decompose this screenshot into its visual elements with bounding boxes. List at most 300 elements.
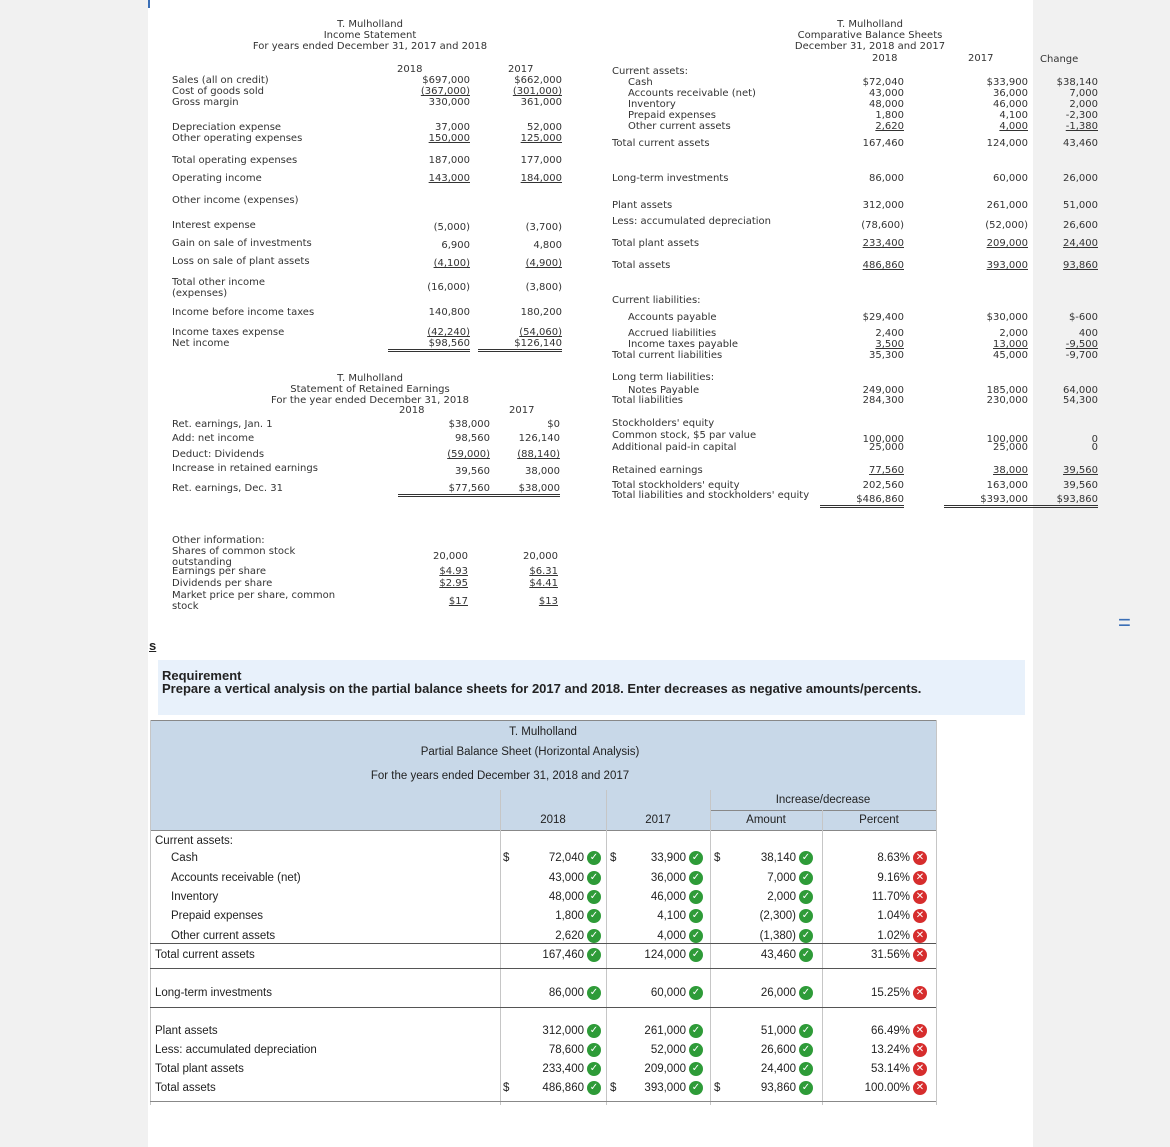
bs-row-change: $93,860: [1028, 494, 1098, 508]
bs-row-2018: 284,300: [862, 395, 904, 406]
bs-row-change: 51,000: [1063, 200, 1098, 211]
answer-amount-input[interactable]: 93,860: [760, 1082, 796, 1094]
bs-row-2017: 25,000: [993, 442, 1028, 453]
bs-row-2018: 312,000: [862, 200, 904, 211]
bs-subtitle: Comparative Balance Sheets: [797, 30, 943, 41]
bs-row-label: Plant assets: [612, 200, 673, 211]
bs-row-2018: 77,560: [869, 465, 904, 476]
is-row-2017: $126,140: [478, 338, 562, 352]
answer-2018-input[interactable]: 2,620: [555, 930, 584, 942]
bs-row-2017: 4,000: [999, 121, 1028, 132]
answer-col-percent: Percent: [859, 814, 899, 826]
answer-2017-input[interactable]: 393,000: [644, 1082, 686, 1094]
bs-row-label: Total current liabilities: [612, 350, 723, 361]
requirement-heading: Requirement: [162, 668, 242, 683]
is-row-label: Gross margin: [172, 97, 239, 108]
answer-col-amount: Amount: [746, 814, 786, 826]
bs-row-2018: 3,500: [875, 339, 904, 350]
answer-row-label: Total assets: [155, 1082, 216, 1094]
check-icon: ✓: [799, 1062, 813, 1076]
is-row-label: Total other income (expenses): [172, 277, 265, 299]
oi-row-2018: $2.95: [439, 578, 468, 589]
check-icon: ✓: [587, 1024, 601, 1038]
answer-row-label: Other current assets: [171, 930, 276, 942]
bs-row-2017: $33,900: [986, 77, 1028, 88]
answer-company: T. Mulholland: [509, 726, 577, 738]
bs-row-label: Notes Payable: [628, 385, 700, 396]
answer-percent-input[interactable]: 53.14%: [870, 1063, 910, 1075]
bs-row-label: Total liabilities: [612, 395, 683, 406]
bs-row-change: 93,860: [1063, 260, 1098, 271]
bs-row-label: Cash: [628, 77, 653, 88]
bs-row-label: Common stock, $5 par value: [612, 430, 757, 441]
bs-row-change: 54,300: [1063, 395, 1098, 406]
bs-row-label: Accrued liabilities: [628, 328, 717, 339]
bs-row-change: -1,380: [1065, 121, 1098, 132]
bs-row-change: 39,560: [1063, 480, 1098, 491]
re-row-2017: (88,140): [517, 449, 560, 460]
check-icon: ✓: [799, 851, 813, 865]
bs-row-2017: 163,000: [986, 480, 1028, 491]
answer-row-label: Total plant assets: [155, 1063, 244, 1075]
bs-row-2018: 2,620: [875, 121, 904, 132]
answer-2017-input[interactable]: 4,000: [657, 930, 686, 942]
bs-row-2017: 38,000: [993, 465, 1028, 476]
bs-period: December 31, 2018 and 2017: [794, 41, 946, 52]
bs-row-2017: 100,000: [986, 434, 1028, 445]
x-icon: ✕: [913, 909, 927, 923]
x-icon: ✕: [913, 890, 927, 904]
is-row-2017: (3,700): [525, 222, 562, 233]
answer-amount-input[interactable]: (1,380): [759, 930, 796, 942]
bs-row-change: 0: [1091, 434, 1098, 445]
oi-row-2018: $4.93: [439, 566, 468, 577]
is-row-2017: 4,800: [533, 240, 562, 251]
x-icon: ✕: [913, 986, 927, 1000]
answer-percent-input[interactable]: 1.04%: [877, 910, 910, 922]
re-row-2018: $38,000: [448, 419, 490, 430]
is-row-2017: (301,000): [512, 86, 562, 97]
answer-row-label: Prepaid expenses: [171, 910, 264, 922]
answer-2017-input[interactable]: 36,000: [650, 872, 686, 884]
bs-row-change: 24,400: [1063, 238, 1098, 249]
re-row-label: Deduct: Dividends: [172, 449, 265, 460]
answer-2017-input[interactable]: 209,000: [644, 1063, 686, 1075]
bs-row-change: 26,600: [1063, 220, 1098, 231]
answer-row-label: Cash: [171, 852, 198, 864]
re-row-2018: (59,000): [447, 449, 490, 460]
row-separator: [150, 943, 936, 944]
answer-row-label: Total current assets: [155, 949, 255, 961]
bs-row-2017: 46,000: [993, 99, 1028, 110]
check-icon: ✓: [799, 1024, 813, 1038]
re-row-2018: $77,560: [398, 483, 490, 497]
bs-row-2018: 25,000: [869, 442, 904, 453]
requirement-text: Prepare a vertical analysis on the partial balance sheets for 2017 and 2018. Enter decreases as negative amounts/percents.: [162, 681, 922, 696]
check-icon: ✓: [799, 929, 813, 943]
is-row-2018: 140,800: [428, 307, 470, 318]
check-icon: ✓: [799, 1081, 813, 1095]
is-row-2018: (367,000): [420, 86, 470, 97]
answer-col-2017: 2017: [645, 814, 671, 826]
re-row-2017: $38,000: [480, 483, 560, 497]
bs-row-change: 7,000: [1069, 88, 1098, 99]
is-row-2018: (42,240): [427, 327, 470, 338]
is-row-label: Interest expense: [172, 220, 256, 231]
oi-row-label: Dividends per share: [172, 578, 273, 589]
bs-row-change: 39,560: [1063, 465, 1098, 476]
re-period: For the year ended December 31, 2018: [271, 395, 469, 406]
bs-row-2017: 13,000: [993, 339, 1028, 350]
re-year-2018: 2018: [399, 405, 425, 416]
answer-amount-input[interactable]: 2,000: [767, 891, 796, 903]
bs-row-label: Income taxes payable: [628, 339, 738, 350]
answer-percent-input[interactable]: 66.49%: [870, 1025, 910, 1037]
dollar-sign: $: [714, 852, 721, 864]
answer-2017-input[interactable]: 124,000: [644, 949, 686, 961]
check-icon: ✓: [689, 1081, 703, 1095]
bs-row-2018: 43,000: [869, 88, 904, 99]
bs-row-2017: 124,000: [986, 138, 1028, 149]
bs-row-2018: 249,000: [862, 385, 904, 396]
oi-row-2018: $17: [448, 596, 468, 607]
oi-row-label: Market price per share, common stock: [172, 590, 336, 612]
answer-2018-input[interactable]: 167,460: [542, 949, 584, 961]
bs-row-2018: $72,040: [862, 77, 904, 88]
is-row-2018: $98,560: [388, 338, 470, 352]
oi-row-label: Shares of common stock outstanding: [172, 546, 296, 568]
check-icon: ✓: [587, 851, 601, 865]
re-row-2017: $0: [547, 419, 560, 430]
answer-percent-input[interactable]: 15.25%: [870, 987, 910, 999]
bs-row-change: 26,000: [1063, 173, 1098, 184]
oi-row-2018: 20,000: [433, 551, 468, 562]
check-icon: ✓: [587, 1043, 601, 1057]
bs-row-2017: 261,000: [986, 200, 1028, 211]
answer-section-current: Current assets:: [155, 835, 233, 847]
is-row-2018: (16,000): [427, 282, 470, 293]
answer-2018-input[interactable]: 43,000: [548, 872, 584, 884]
bs-row-2018: 48,000: [869, 99, 904, 110]
check-icon: ✓: [587, 909, 601, 923]
bs-row-change: 64,000: [1063, 385, 1098, 396]
answer-percent-input[interactable]: 13.24%: [870, 1044, 910, 1056]
is-row-2017: 177,000: [520, 155, 562, 166]
oi-row-2017: 20,000: [523, 551, 558, 562]
is-row-2018: 143,000: [428, 173, 470, 184]
is-row-label: Total operating expenses: [172, 155, 298, 166]
answer-row-label: Plant assets: [155, 1025, 218, 1037]
is-row-2018: 330,000: [428, 97, 470, 108]
bs-row-2017: 45,000: [993, 350, 1028, 361]
is-row-label: Income before income taxes: [172, 307, 315, 318]
bs-row-change: 400: [1078, 328, 1098, 339]
is-row-2017: 361,000: [520, 97, 562, 108]
re-row-label: Ret. earnings, Jan. 1: [172, 419, 273, 430]
bs-row-label: Other current assets: [628, 121, 731, 132]
answer-2017-input[interactable]: 33,900: [650, 852, 686, 864]
oi-row-label: Earnings per share: [172, 566, 267, 577]
bs-row-2018: 35,300: [869, 350, 904, 361]
check-icon: ✓: [587, 929, 601, 943]
bs-row-2017: 393,000: [986, 260, 1028, 271]
answer-percent-input[interactable]: 100.00%: [864, 1082, 910, 1094]
check-icon: ✓: [587, 1062, 601, 1076]
bs-row-2017: $30,000: [986, 312, 1028, 323]
is-row-2018: 6,900: [441, 240, 470, 251]
x-icon: ✕: [913, 871, 927, 885]
bs-row-2018: 86,000: [869, 173, 904, 184]
bs-row-2017: 185,000: [986, 385, 1028, 396]
is-row-2018: (4,100): [433, 258, 470, 269]
bs-row-2018: $29,400: [862, 312, 904, 323]
answer-amount-input[interactable]: 7,000: [767, 872, 796, 884]
bs-row-2017: 230,000: [986, 395, 1028, 406]
bs-row-change: 2,000: [1069, 99, 1098, 110]
is-row-label: Depreciation expense: [172, 122, 282, 133]
bs-row-2018: 233,400: [862, 238, 904, 249]
check-icon: ✓: [799, 948, 813, 962]
check-icon: ✓: [799, 1043, 813, 1057]
bs-row-label: Total liabilities and stockholders' equity: [612, 490, 810, 501]
bs-row-label: Accounts receivable (net): [628, 88, 756, 99]
bs-col-change: Change: [1040, 54, 1079, 65]
dollar-sign: $: [503, 1082, 510, 1094]
check-icon: ✓: [689, 948, 703, 962]
answer-2018-input[interactable]: 78,600: [548, 1044, 584, 1056]
re-row-2018: 98,560: [455, 433, 490, 444]
is-row-2017: 125,000: [520, 133, 562, 144]
is-row-label: Cost of goods sold: [172, 86, 265, 97]
dollar-sign: $: [610, 1082, 617, 1094]
x-icon: ✕: [913, 1081, 927, 1095]
answer-row-label: Inventory: [171, 891, 219, 903]
bs-row-2018: (78,600): [861, 220, 904, 231]
is-row-2017: 52,000: [527, 122, 562, 133]
dollar-sign: $: [503, 852, 510, 864]
is-row-label: Gain on sale of investments: [172, 238, 312, 249]
check-icon: ✓: [689, 1062, 703, 1076]
re-row-2017: 126,140: [518, 433, 560, 444]
answer-percent-input[interactable]: 8.63%: [877, 852, 910, 864]
oi-title: Other information:: [172, 535, 265, 546]
check-icon: ✓: [689, 871, 703, 885]
answer-percent-input[interactable]: 11.70%: [871, 891, 910, 903]
answer-2018-input[interactable]: 486,860: [542, 1082, 584, 1094]
row-separator: [150, 1101, 936, 1102]
bs-row-label: Inventory: [628, 99, 676, 110]
is-year-2018: 2018: [397, 64, 423, 75]
x-icon: ✕: [913, 1024, 927, 1038]
right-marker: =: [1118, 610, 1131, 635]
re-title: T. Mulholland: [337, 373, 403, 384]
bs-row-change: -2,300: [1065, 110, 1098, 121]
is-row-2017: (3,800): [525, 282, 562, 293]
is-subtitle: Income Statement: [323, 30, 417, 41]
re-row-label: Increase in retained earnings: [172, 463, 318, 474]
bs-row-2018: 202,560: [862, 480, 904, 491]
bs-row-2018: 100,000: [862, 434, 904, 445]
answer-row-label: Long-term investments: [155, 987, 272, 999]
is-row-2017: (4,900): [525, 258, 562, 269]
check-icon: ✓: [689, 1024, 703, 1038]
x-icon: ✕: [913, 1043, 927, 1057]
bs-row-label: Prepaid expenses: [628, 110, 716, 121]
check-icon: ✓: [587, 890, 601, 904]
bs-row-change: -9,500: [1065, 339, 1098, 350]
bs-row-label: Total plant assets: [612, 238, 700, 249]
bs-row-2018: 486,860: [862, 260, 904, 271]
x-icon: ✕: [913, 948, 927, 962]
bs-col-2017: 2017: [968, 53, 994, 64]
answer-2017-input[interactable]: 52,000: [650, 1044, 686, 1056]
row-separator: [150, 1007, 936, 1008]
bs-row-2018: $486,860: [820, 494, 904, 508]
answer-percent-input[interactable]: 9.16%: [877, 872, 910, 884]
bs-row-change: -9,700: [1065, 350, 1098, 361]
is-row-2018: (5,000): [433, 222, 470, 233]
bs-row-label: Current liabilities:: [612, 295, 701, 306]
bs-row-label: Total current assets: [612, 138, 710, 149]
dollar-sign: $: [610, 852, 617, 864]
answer-group-header: Increase/decrease: [775, 794, 871, 806]
check-icon: ✓: [689, 986, 703, 1000]
is-title: T. Mulholland: [337, 19, 403, 30]
check-icon: ✓: [689, 851, 703, 865]
answer-2017-input[interactable]: 60,000: [650, 987, 686, 999]
answer-2018-input[interactable]: 233,400: [542, 1063, 584, 1075]
row-separator: [150, 968, 936, 969]
answer-2018-input[interactable]: 86,000: [548, 987, 584, 999]
is-row-2017: 180,200: [520, 307, 562, 318]
is-row-label: Other operating expenses: [172, 133, 303, 144]
bs-row-2017: 4,100: [999, 110, 1028, 121]
bs-row-label: Additional paid-in capital: [612, 442, 737, 453]
bs-row-label: Total stockholders' equity: [612, 480, 740, 491]
bs-row-2018: 167,460: [862, 138, 904, 149]
answer-row-label: Accounts receivable (net): [171, 872, 301, 884]
is-row-label: Net income: [172, 338, 230, 349]
bs-row-label: Long term liabilities:: [612, 372, 715, 383]
answer-col-2018: 2018: [540, 814, 566, 826]
check-icon: ✓: [799, 871, 813, 885]
bs-row-change: $-600: [1068, 312, 1098, 323]
check-icon: ✓: [689, 909, 703, 923]
answer-percent-input[interactable]: 1.02%: [877, 930, 910, 942]
bs-row-2017: $393,000: [944, 494, 1028, 508]
answer-amount-input[interactable]: 51,000: [760, 1025, 796, 1037]
is-year-2017: 2017: [508, 64, 534, 75]
bs-row-2017: 2,000: [999, 328, 1028, 339]
check-icon: ✓: [587, 871, 601, 885]
bs-row-change: 0: [1091, 442, 1098, 453]
x-icon: ✕: [913, 929, 927, 943]
re-row-2017: 38,000: [525, 466, 560, 477]
x-icon: ✕: [913, 851, 927, 865]
bs-row-label: Less: accumulated depreciation: [612, 216, 772, 227]
check-icon: ✓: [587, 1081, 601, 1095]
is-row-2018: $697,000: [422, 75, 470, 86]
bs-row-label: Accounts payable: [628, 312, 717, 323]
is-row-2018: 37,000: [435, 122, 470, 133]
answer-amount-input[interactable]: 26,000: [760, 987, 796, 999]
bs-row-label: Long-term investments: [612, 173, 729, 184]
answer-2017-input[interactable]: 4,100: [657, 910, 686, 922]
bs-row-label: Total assets: [612, 260, 671, 271]
bs-col-2018: 2018: [872, 53, 898, 64]
is-row-label: Other income (expenses): [172, 195, 299, 206]
answer-2017-input[interactable]: 46,000: [650, 891, 686, 903]
is-row-label: Operating income: [172, 173, 262, 184]
answer-amount-input[interactable]: 26,600: [760, 1044, 796, 1056]
answer-amount-input[interactable]: 38,140: [760, 852, 796, 864]
check-icon: ✓: [799, 986, 813, 1000]
re-row-2018: 39,560: [455, 466, 490, 477]
bs-row-label: Stockholders' equity: [612, 418, 715, 429]
answer-row-label: Less: accumulated depreciation: [155, 1044, 317, 1056]
answer-percent-input[interactable]: 31.56%: [870, 949, 910, 961]
bs-row-2018: 1,800: [875, 110, 904, 121]
answer-2018-input[interactable]: 312,000: [542, 1025, 584, 1037]
bs-row-label: Current assets:: [612, 66, 688, 77]
is-row-label: Income taxes expense: [172, 327, 285, 338]
dollar-sign: $: [714, 1082, 721, 1094]
answer-amount-input[interactable]: 24,400: [760, 1063, 796, 1075]
re-row-label: Ret. earnings, Dec. 31: [172, 483, 283, 494]
is-period: For years ended December 31, 2017 and 2018: [252, 41, 488, 52]
check-icon: ✓: [689, 1043, 703, 1057]
bs-title: T. Mulholland: [837, 19, 903, 30]
answer-amount-input[interactable]: (2,300): [759, 910, 796, 922]
bs-row-change: $38,140: [1056, 77, 1098, 88]
oi-row-2017: $6.31: [529, 566, 558, 577]
bs-row-change: 43,460: [1063, 138, 1098, 149]
x-icon: ✕: [913, 1062, 927, 1076]
re-subtitle: Statement of Retained Earnings: [290, 384, 450, 395]
bs-row-2018: 2,400: [875, 328, 904, 339]
check-icon: ✓: [689, 929, 703, 943]
answer-title: Partial Balance Sheet (Horizontal Analysis): [420, 746, 640, 758]
side-marker: s: [149, 638, 157, 653]
is-row-2018: 187,000: [428, 155, 470, 166]
answer-2018-input[interactable]: 1,800: [555, 910, 584, 922]
answer-period: For the years ended December 31, 2018 and 2017: [370, 770, 630, 782]
answer-2017-input[interactable]: 261,000: [644, 1025, 686, 1037]
requirement-box: [158, 660, 1025, 715]
bs-row-2017: 209,000: [986, 238, 1028, 249]
answer-2018-input[interactable]: 72,040: [548, 852, 584, 864]
bs-row-label: Retained earnings: [612, 465, 703, 476]
is-row-label: Sales (all on credit): [172, 75, 269, 86]
left-marker: [148, 0, 150, 8]
bs-row-2017: 60,000: [993, 173, 1028, 184]
oi-row-2017: $13: [538, 596, 558, 607]
re-year-2017: 2017: [509, 405, 535, 416]
is-row-label: Loss on sale of plant assets: [172, 256, 310, 267]
is-row-2018: 150,000: [428, 133, 470, 144]
check-icon: ✓: [799, 909, 813, 923]
answer-2018-input[interactable]: 48,000: [548, 891, 584, 903]
is-row-2017: (54,060): [519, 327, 562, 338]
check-icon: ✓: [587, 948, 601, 962]
answer-amount-input[interactable]: 43,460: [760, 949, 796, 961]
check-icon: ✓: [799, 890, 813, 904]
is-row-2017: $662,000: [514, 75, 562, 86]
bs-row-2017: (52,000): [985, 220, 1028, 231]
re-row-label: Add: net income: [172, 433, 255, 444]
check-icon: ✓: [689, 890, 703, 904]
check-icon: ✓: [587, 986, 601, 1000]
